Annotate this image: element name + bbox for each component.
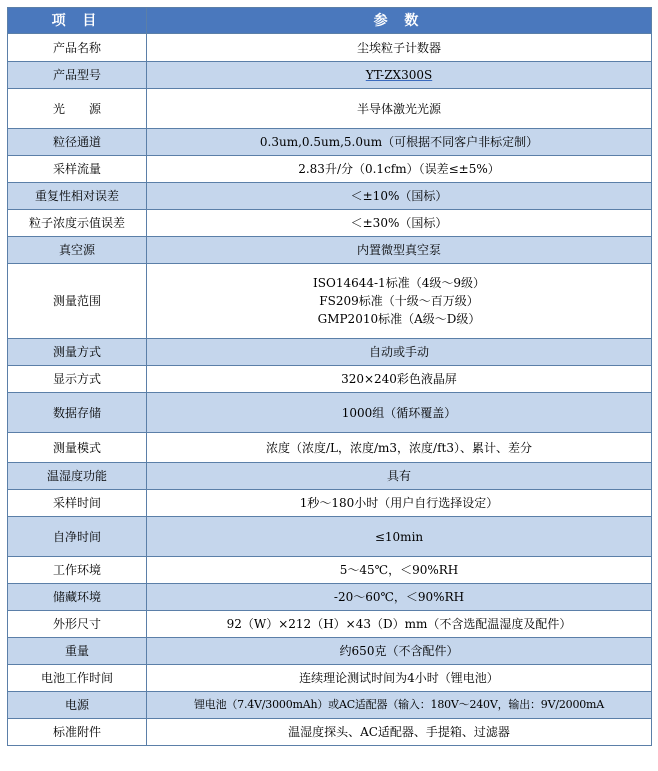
range-line: GMP2010标准（A级～D级） — [317, 312, 481, 326]
row-value — [147, 62, 652, 89]
row-value: 半导体激光光源 — [147, 89, 652, 129]
model-value: YT-ZX300S — [365, 68, 433, 82]
row-label: 采样时间 — [8, 490, 147, 517]
table-row — [8, 34, 652, 62]
table-row — [8, 62, 652, 89]
table-row — [8, 264, 652, 339]
row-value: ≤10min — [147, 517, 652, 557]
row-value: -20～60℃，＜90%RH — [147, 584, 652, 611]
row-label: 重量 — [8, 638, 147, 665]
row-value: 1秒～180小时（用户自行选择设定） — [147, 490, 652, 517]
table-row — [8, 210, 652, 237]
table-row — [8, 183, 652, 210]
table-row — [8, 393, 652, 433]
row-label: 真空源 — [8, 237, 147, 264]
row-value: 自动或手动 — [147, 339, 652, 366]
range-line: ISO14644-1标准（4级～9级） — [313, 276, 485, 290]
row-value: 锂电池（7.4V/3000mAh）或AC适配器（输入：180V～240V，输出：9V/2000mA — [147, 692, 652, 719]
row-value: 具有 — [147, 463, 652, 490]
row-value: 1000组（循环覆盖） — [147, 393, 652, 433]
row-label: 电池工作时间 — [8, 665, 147, 692]
row-value: 320×240彩色液晶屏 — [147, 366, 652, 393]
table-row — [8, 665, 652, 692]
row-label: 工作环境 — [8, 557, 147, 584]
table-row — [8, 638, 652, 665]
row-value: 内置微型真空泵 — [147, 237, 652, 264]
table-header-row — [8, 8, 652, 34]
table-row — [8, 611, 652, 638]
table-row — [8, 719, 652, 746]
row-label: 标准附件 — [8, 719, 147, 746]
row-value: ＜±10%（国标） — [147, 183, 652, 210]
table-row — [8, 584, 652, 611]
row-value: ＜±30%（国标） — [147, 210, 652, 237]
row-label: 粒子浓度示值误差 — [8, 210, 147, 237]
row-value: 0.3um,0.5um,5.0um（可根据不同客户非标定制） — [147, 129, 652, 156]
row-label: 电源 — [8, 692, 147, 719]
row-value: 尘埃粒子计数器 — [147, 34, 652, 62]
table-row — [8, 463, 652, 490]
row-label: 储藏环境 — [8, 584, 147, 611]
table-row — [8, 692, 652, 719]
row-label: 采样流量 — [8, 156, 147, 183]
row-value — [147, 264, 652, 339]
header-item: 项 目 — [8, 8, 147, 34]
table-row — [8, 490, 652, 517]
table-row — [8, 237, 652, 264]
range-line: FS209标准（十级～百万级） — [319, 294, 479, 308]
row-value: 92（W）×212（H）×43（D）mm（不含选配温湿度及配件） — [147, 611, 652, 638]
row-value: 连续理论测试时间为4小时（锂电池） — [147, 665, 652, 692]
row-label: 产品名称 — [8, 34, 147, 62]
row-label: 温湿度功能 — [8, 463, 147, 490]
header-param: 参 数 — [147, 8, 652, 34]
table-row — [8, 339, 652, 366]
table-row — [8, 366, 652, 393]
row-label: 数据存储 — [8, 393, 147, 433]
row-label: 粒径通道 — [8, 129, 147, 156]
row-value: 5～45℃，＜90%RH — [147, 557, 652, 584]
row-value: 2.83升/分（0.1cfm）（误差≤±5%） — [147, 156, 652, 183]
table-row — [8, 517, 652, 557]
row-value: 约650克（不含配件） — [147, 638, 652, 665]
table-row — [8, 129, 652, 156]
table-row — [8, 433, 652, 463]
row-value: 温湿度探头、AC适配器、手提箱、过滤器 — [147, 719, 652, 746]
row-label: 显示方式 — [8, 366, 147, 393]
row-label: 自净时间 — [8, 517, 147, 557]
row-label: 测量范围 — [8, 264, 147, 339]
row-label: 测量方式 — [8, 339, 147, 366]
row-label: 重复性相对误差 — [8, 183, 147, 210]
row-label: 光 源 — [8, 89, 147, 129]
table-row — [8, 89, 652, 129]
table-row — [8, 156, 652, 183]
row-label: 测量模式 — [8, 433, 147, 463]
table-row — [8, 557, 652, 584]
row-value: 浓度（浓度/L，浓度/m3，浓度/ft3）、累计、差分 — [147, 433, 652, 463]
row-label: 外形尺寸 — [8, 611, 147, 638]
spec-table — [7, 7, 652, 746]
row-label: 产品型号 — [8, 62, 147, 89]
